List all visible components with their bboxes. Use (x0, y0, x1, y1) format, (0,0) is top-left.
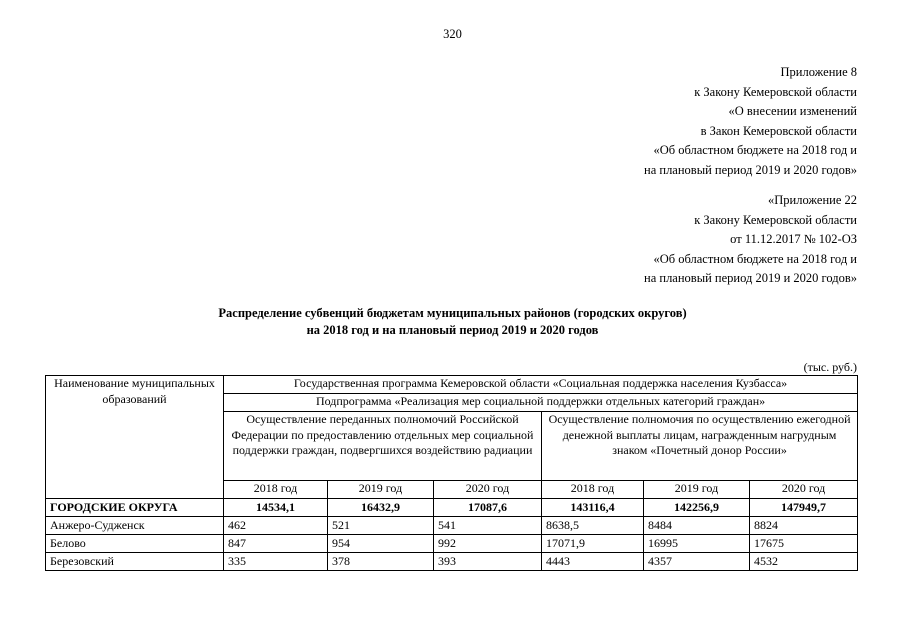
units-label: (тыс. руб.) (803, 360, 857, 374)
value-cell: 142256,9 (644, 499, 750, 517)
title-line: Распределение субвенций бюджетам муниципальных районов (городских округов) (218, 306, 687, 320)
municipality-name: Белово (46, 535, 224, 553)
year-header: 2020 год (434, 481, 542, 499)
table-row (46, 517, 858, 535)
value-cell: 847 (224, 535, 328, 553)
appendix-8-line: «Об областном бюджете на 2018 год и (653, 143, 857, 158)
appendix-8-line: к Закону Кемеровской области (694, 84, 857, 99)
appendix-22-line: к Закону Кемеровской области (694, 212, 857, 227)
value-cell: 8638,5 (542, 517, 644, 535)
value-cell: 992 (434, 535, 542, 553)
value-cell: 4357 (644, 553, 750, 571)
program-header: Государственная программа Кемеровской области «Социальная поддержка населения Кузбасса» (224, 376, 858, 394)
value-cell: 4532 (750, 553, 858, 571)
table-row (46, 499, 858, 517)
radiation-support-header: Осуществление переданных полномочий Российской Федерации по предоставлению отдельных мер социальной поддержки граждан, подвергшихся воздействию радиации (224, 412, 542, 481)
value-cell: 954 (328, 535, 434, 553)
year-header: 2019 год (328, 481, 434, 499)
year-header: 2018 год (224, 481, 328, 499)
page-number: 320 (443, 27, 462, 41)
appendix-8-header (644, 63, 857, 181)
value-cell: 143116,4 (542, 499, 644, 517)
value-cell: 335 (224, 553, 328, 571)
value-cell: 521 (328, 517, 434, 535)
value-cell: 378 (328, 553, 434, 571)
value-cell: 14534,1 (224, 499, 328, 517)
value-cell: 147949,7 (750, 499, 858, 517)
value-cell: 16432,9 (328, 499, 434, 517)
appendix-8-line: на плановый период 2019 и 2020 годов» (644, 162, 857, 177)
year-header: 2019 год (644, 481, 750, 499)
title-line: на 2018 год и на плановый период 2019 и 2020 годов (306, 323, 599, 337)
municipality-name-header: Наименование муниципальных образований (46, 376, 224, 499)
municipality-name: ГОРОДСКИЕ ОКРУГА (46, 499, 224, 517)
appendix-8-line: Приложение 8 (780, 65, 857, 79)
value-cell: 17675 (750, 535, 858, 553)
header-row (46, 376, 858, 394)
appendix-22-line: «Об областном бюджете на 2018 год и (653, 251, 857, 266)
year-header: 2018 год (542, 481, 644, 499)
table-row (46, 535, 858, 553)
appendix-22-line: от 11.12.2017 № 102-ОЗ (730, 232, 857, 247)
appendix-22-line: «Приложение 22 (768, 193, 857, 207)
value-cell: 8484 (644, 517, 750, 535)
subvention-table (45, 375, 858, 571)
value-cell: 16995 (644, 535, 750, 553)
document-title (0, 305, 905, 339)
value-cell: 393 (434, 553, 542, 571)
value-cell: 17071,9 (542, 535, 644, 553)
table-row (46, 553, 858, 571)
value-cell: 8824 (750, 517, 858, 535)
municipality-name: Березовский (46, 553, 224, 571)
appendix-22-header (644, 191, 857, 289)
appendix-8-line: в Закон Кемеровской области (700, 123, 857, 138)
appendix-22-line: на плановый период 2019 и 2020 годов» (644, 271, 857, 286)
donor-payment-header: Осуществление полномочия по осуществлению ежегодной денежной выплаты лицам, награжденным нагрудным знаком «Почетный донор России» (542, 412, 858, 481)
municipality-name: Анжеро-Судженск (46, 517, 224, 535)
value-cell: 541 (434, 517, 542, 535)
appendix-8-line: «О внесении изменений (728, 104, 857, 119)
year-header: 2020 год (750, 481, 858, 499)
value-cell: 4443 (542, 553, 644, 571)
subprogram-header: Подпрограмма «Реализация мер социальной поддержки отдельных категорий граждан» (224, 394, 858, 412)
value-cell: 462 (224, 517, 328, 535)
value-cell: 17087,6 (434, 499, 542, 517)
